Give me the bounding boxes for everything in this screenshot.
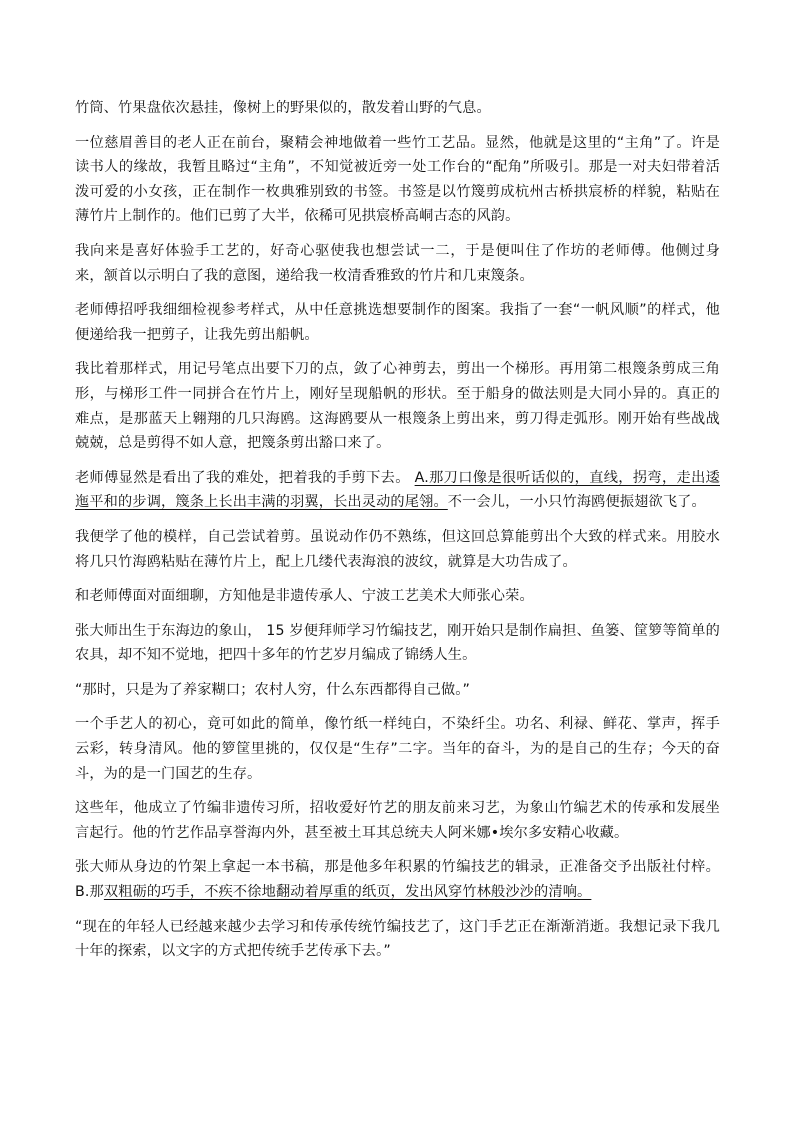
paragraph: [75, 796, 720, 845]
text-run: 老师傅显然是看出了我的难处，把着我的手剪下去。: [75, 469, 415, 486]
underlined-passage: 双粗砺的巧手，不疾不徐地翻动着厚重的纸页，发出风穿竹林般沙沙的清响。: [103, 884, 592, 901]
paragraph: [75, 466, 720, 515]
text-run: 不一会儿，一小只竹海鸥便振翅欲飞了。: [447, 494, 706, 511]
text-run: “现在的年轻人已经越来越少去学习和传承传统竹编技艺了，这门手艺正在渐渐消逝。我想记录下我几十年的探索，以文字的方式把传统手艺传承下去。”: [75, 918, 720, 960]
text-run: 一位慈眉善目的老人正在前台，聚精会神地做着一些竹工艺品。显然，他就是这里的“主角”了。许是读书人的缘故，我暂且略过“主角”，不知觉被近旁一处工作台的“配角”所吸引。那是一对夫妇带着活泼可爱的小女孩，正在制作一枚典雅别致的书签。书签是以竹篾剪成杭州古桥拱宸桥的样貌，粘贴在薄竹片上制作的。他们已剪了大半，依稀可见拱宸桥高峒古态的风韵。: [75, 134, 720, 225]
underlined-passage: A.那刀口像是很听话似的，直线，拐弯，走出逶迤平和的步调，篾条上长出丰满的羽翼，长出灵动的尾翎。: [75, 469, 720, 511]
paragraph: [75, 678, 720, 703]
text-run: 和老师傅面对面细聊，方知他是非遗传承人、宁波工艺美术大师张心荣。: [75, 588, 534, 605]
text-run: 张大师出生于东海边的象山， 15 岁便拜师学习竹编技艺，刚开始只是制作扁担、鱼篓、筐箩等简单的农具，却不知不觉地，把四十多年的竹艺岁月编成了锦绣人生。: [75, 622, 720, 664]
text-run: 这些年，他成立了竹编非遗传习所，招收爱好竹艺的朋友前来习艺，为象山竹编艺术的传承和发展坐言起行。他的竹艺作品享誉海内外，甚至被土耳其总统夫人阿米娜•埃尔多安精心收藏。: [75, 800, 720, 841]
paragraph: [75, 357, 720, 455]
text-run: 老师傅招呼我细细检视参考样式，从中任意挑选想要制作的图案。我指了一套“一帆风顺”的样式，他便递给我一把剪子，让我先剪出船帆。: [75, 302, 720, 343]
article-body: [75, 96, 720, 974]
text-run: 我向来是喜好体验手工艺的，好奇心驱使我也想尝试一二，于是便叫住了作坊的老师傅。他侧过身来，颔首以示明白了我的意图，递给我一枚清香雅致的竹片和几束篾条。: [75, 242, 720, 284]
paragraph: [75, 712, 720, 786]
text-run: 一个手艺人的初心，竟可如此的简单，像竹纸一样纯白，不染纤尘。功名、利禄、鲜花、掌声，挥手云彩，转身清风。他的箩筐里挑的，仅仅是“生存”二字。当年的奋斗，为的是自己的生存；今天的奋斗，为的是一门国艺的生存。: [75, 716, 720, 782]
text-run: 张大师从身边的竹架上拿起一本书稿，那是他多年积累的竹编技艺的辑录，正准备交予出版社付梓。 B.那: [75, 859, 720, 901]
paragraph: [75, 584, 720, 609]
text-run: 我便学了他的模样，自己尝试着剪。虽说动作仍不熟练，但这回总算能剪出个大致的样式来。用胶水将几只竹海鸥粘贴在薄竹片上，配上几缕代表海浪的波纹，就算是大功告成了。: [75, 528, 720, 570]
paragraph: [75, 131, 720, 229]
paragraph: [75, 239, 720, 288]
paragraph: [75, 525, 720, 574]
text-run: 竹筒、竹果盘依次悬挂，像树上的野果似的，散发着山野的气息。: [75, 100, 491, 116]
paragraph: [75, 915, 720, 964]
paragraph: [75, 855, 720, 904]
paragraph: [75, 298, 720, 347]
text-run: “那时，只是为了养家糊口；农村人穷，什么东西都得自己做。”: [75, 681, 471, 698]
text-run: 我比着那样式，用记号笔点出要下刀的点，敛了心神剪去，剪出一个梯形。再用第二根篾条剪成三角形，与梯形工件一同拼合在竹片上，刚好呈现船帆的形状。至于船身的做法则是大同小异的。真正的难点，是那蓝天上翱翔的几只海鸥。这海鸥要从一根篾条上剪出来，剪刀得走弧形。刚开始有些战战兢兢，总是剪得不如人意，把篾条剪出豁口来了。: [75, 361, 720, 452]
paragraph: [75, 619, 720, 668]
paragraph: [75, 96, 720, 121]
